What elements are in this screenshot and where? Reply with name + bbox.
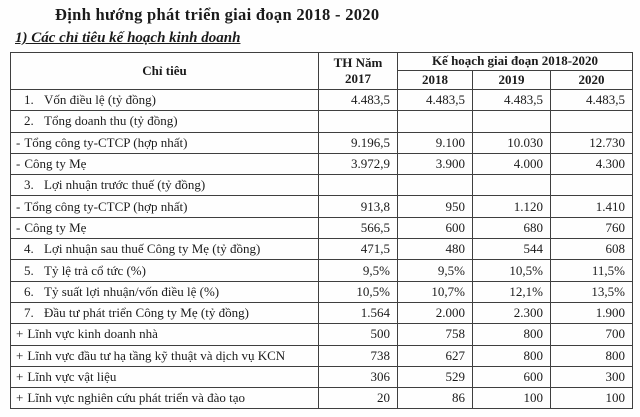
cell-2019: 12,1% xyxy=(473,281,551,302)
cell-th2017: 913,8 xyxy=(319,196,398,217)
cell-2018: 4.483,5 xyxy=(398,90,473,111)
table-row xyxy=(11,388,633,409)
row-prefix: 5. xyxy=(24,262,34,278)
cell-th2017: 9.196,5 xyxy=(319,132,398,153)
header-th-line1: TH Năm xyxy=(333,54,383,70)
row-prefix: 3. xyxy=(24,177,34,193)
header-row-1 xyxy=(11,53,633,71)
table-row xyxy=(11,153,633,174)
cell-2018: 480 xyxy=(398,239,473,260)
cell-2020: 4.300 xyxy=(551,153,633,174)
row-prefix: - xyxy=(16,134,21,150)
cell-th2017: 306 xyxy=(319,366,398,387)
row-label xyxy=(11,111,319,132)
row-label xyxy=(11,175,319,196)
row-prefix: + xyxy=(16,347,24,363)
cell-th2017: 10,5% xyxy=(319,281,398,302)
cell-2018: 9,5% xyxy=(398,260,473,281)
row-label xyxy=(11,302,319,323)
row-text: Vốn điều lệ (tỷ đồng) xyxy=(44,92,156,108)
row-text: Lĩnh vực nghiên cứu phát triển và đào tạo xyxy=(27,390,246,406)
table-row xyxy=(11,239,633,260)
kpi-table xyxy=(10,52,633,409)
cell-th2017: 1.564 xyxy=(319,302,398,323)
row-prefix: 6. xyxy=(24,283,34,299)
cell-2018: 3.900 xyxy=(398,153,473,174)
row-label xyxy=(11,90,319,111)
cell-2019: 800 xyxy=(473,324,551,345)
row-text: Lợi nhuận trước thuế (tỷ đồng) xyxy=(44,177,206,193)
row-label xyxy=(11,196,319,217)
cell-2020: 13,5% xyxy=(551,281,633,302)
row-prefix: - xyxy=(16,156,21,172)
row-prefix: + xyxy=(16,326,24,342)
header-criteria: Chỉ tiêu xyxy=(11,53,319,90)
cell-2018: 86 xyxy=(398,388,473,409)
row-label xyxy=(11,132,319,153)
row-text: Tỷ lệ trả cổ tức (%) xyxy=(44,262,146,278)
cell-th2017: 9,5% xyxy=(319,260,398,281)
row-label xyxy=(11,345,319,366)
header-year-2020: 2020 xyxy=(551,71,633,90)
cell-2019 xyxy=(473,111,551,132)
cell-2020 xyxy=(551,175,633,196)
cell-2020: 11,5% xyxy=(551,260,633,281)
cell-2018: 2.000 xyxy=(398,302,473,323)
row-prefix: + xyxy=(16,390,24,406)
table-row xyxy=(11,281,633,302)
row-label xyxy=(11,260,319,281)
cell-2019: 4.000 xyxy=(473,153,551,174)
row-text: Công ty Mẹ xyxy=(24,219,87,235)
cell-2018 xyxy=(398,175,473,196)
row-text: Tổng công ty-CTCP (hợp nhất) xyxy=(24,198,188,214)
cell-2019: 544 xyxy=(473,239,551,260)
cell-2018 xyxy=(398,111,473,132)
header-th-2017 xyxy=(319,53,398,90)
row-label xyxy=(11,153,319,174)
row-text: Tổng doanh thu (tỷ đồng) xyxy=(44,113,178,129)
row-prefix: 4. xyxy=(24,241,34,257)
cell-th2017: 20 xyxy=(319,388,398,409)
table-row xyxy=(11,345,633,366)
cell-th2017: 500 xyxy=(319,324,398,345)
cell-th2017: 471,5 xyxy=(319,239,398,260)
cell-2019: 10,5% xyxy=(473,260,551,281)
table-row xyxy=(11,90,633,111)
page-title: Định hướng phát triển giai đoạn 2018 - 2020 xyxy=(55,5,380,24)
row-label xyxy=(11,388,319,409)
row-label xyxy=(11,366,319,387)
cell-2020: 300 xyxy=(551,366,633,387)
table-row xyxy=(11,217,633,238)
cell-2019: 1.120 xyxy=(473,196,551,217)
row-text: Lợi nhuận sau thuế Công ty Mẹ (tỷ đồng) xyxy=(44,241,261,257)
row-prefix: + xyxy=(16,369,24,384)
cell-2019: 680 xyxy=(473,217,551,238)
table-row xyxy=(11,260,633,281)
cell-2018: 758 xyxy=(398,324,473,345)
table-row xyxy=(11,175,633,196)
table-row xyxy=(11,111,633,132)
row-text: Đầu tư phát triển Công ty Mẹ (tỷ đồng) xyxy=(44,305,249,321)
cell-th2017: 738 xyxy=(319,345,398,366)
row-text: Lĩnh vực kinh doanh nhà xyxy=(27,326,158,342)
row-label xyxy=(11,217,319,238)
row-label xyxy=(11,239,319,260)
section-heading: 1) Các chỉ tiêu kế hoạch kinh doanh xyxy=(15,30,241,46)
cell-2018: 627 xyxy=(398,345,473,366)
row-text: Tổng công ty-CTCP (hợp nhất) xyxy=(24,134,188,150)
cell-2019: 4.483,5 xyxy=(473,90,551,111)
cell-2020: 608 xyxy=(551,239,633,260)
row-label xyxy=(11,281,319,302)
row-text: Công ty Mẹ xyxy=(24,156,87,172)
row-prefix: 1. xyxy=(24,92,34,108)
row-text: Tỷ suất lợi nhuận/vốn điều lệ (%) xyxy=(44,283,220,299)
cell-th2017 xyxy=(319,111,398,132)
cell-2020: 1.410 xyxy=(551,196,633,217)
row-prefix: 7. xyxy=(24,305,34,321)
table-row xyxy=(11,196,633,217)
row-text: Lĩnh vực đầu tư hạ tầng kỹ thuật và dịch vụ KCN xyxy=(27,347,286,363)
cell-th2017: 566,5 xyxy=(319,217,398,238)
row-label xyxy=(11,324,319,345)
row-text: Lĩnh vực vật liệu xyxy=(27,369,117,384)
row-prefix: - xyxy=(16,198,21,214)
header-year-2019: 2019 xyxy=(473,71,551,90)
cell-2019: 10.030 xyxy=(473,132,551,153)
cell-th2017: 3.972,9 xyxy=(319,153,398,174)
cell-2019: 2.300 xyxy=(473,302,551,323)
table-row xyxy=(11,302,633,323)
cell-2020: 100 xyxy=(551,388,633,409)
cell-2020 xyxy=(551,111,633,132)
cell-2018: 10,7% xyxy=(398,281,473,302)
cell-2020: 760 xyxy=(551,217,633,238)
cell-2019 xyxy=(473,175,551,196)
cell-2020: 4.483,5 xyxy=(551,90,633,111)
cell-2019: 800 xyxy=(473,345,551,366)
cell-2019: 600 xyxy=(473,366,551,387)
row-prefix: 2. xyxy=(24,113,34,129)
header-year-2018: 2018 xyxy=(398,71,473,90)
header-plan-group: Kế hoạch giai đoạn 2018-2020 xyxy=(398,53,633,71)
cell-2018: 600 xyxy=(398,217,473,238)
cell-th2017: 4.483,5 xyxy=(319,90,398,111)
cell-2018: 950 xyxy=(398,196,473,217)
cell-2019: 100 xyxy=(473,388,551,409)
cell-2020: 700 xyxy=(551,324,633,345)
table-row xyxy=(11,324,633,345)
table-row xyxy=(11,366,633,387)
row-prefix: - xyxy=(16,219,21,235)
table-row xyxy=(11,132,633,153)
cell-2020: 1.900 xyxy=(551,302,633,323)
cell-2020: 800 xyxy=(551,345,633,366)
cell-2020: 12.730 xyxy=(551,132,633,153)
cell-th2017 xyxy=(319,175,398,196)
header-th-line2: 2017 xyxy=(345,71,371,86)
cell-2018: 529 xyxy=(398,366,473,387)
cell-2018: 9.100 xyxy=(398,132,473,153)
